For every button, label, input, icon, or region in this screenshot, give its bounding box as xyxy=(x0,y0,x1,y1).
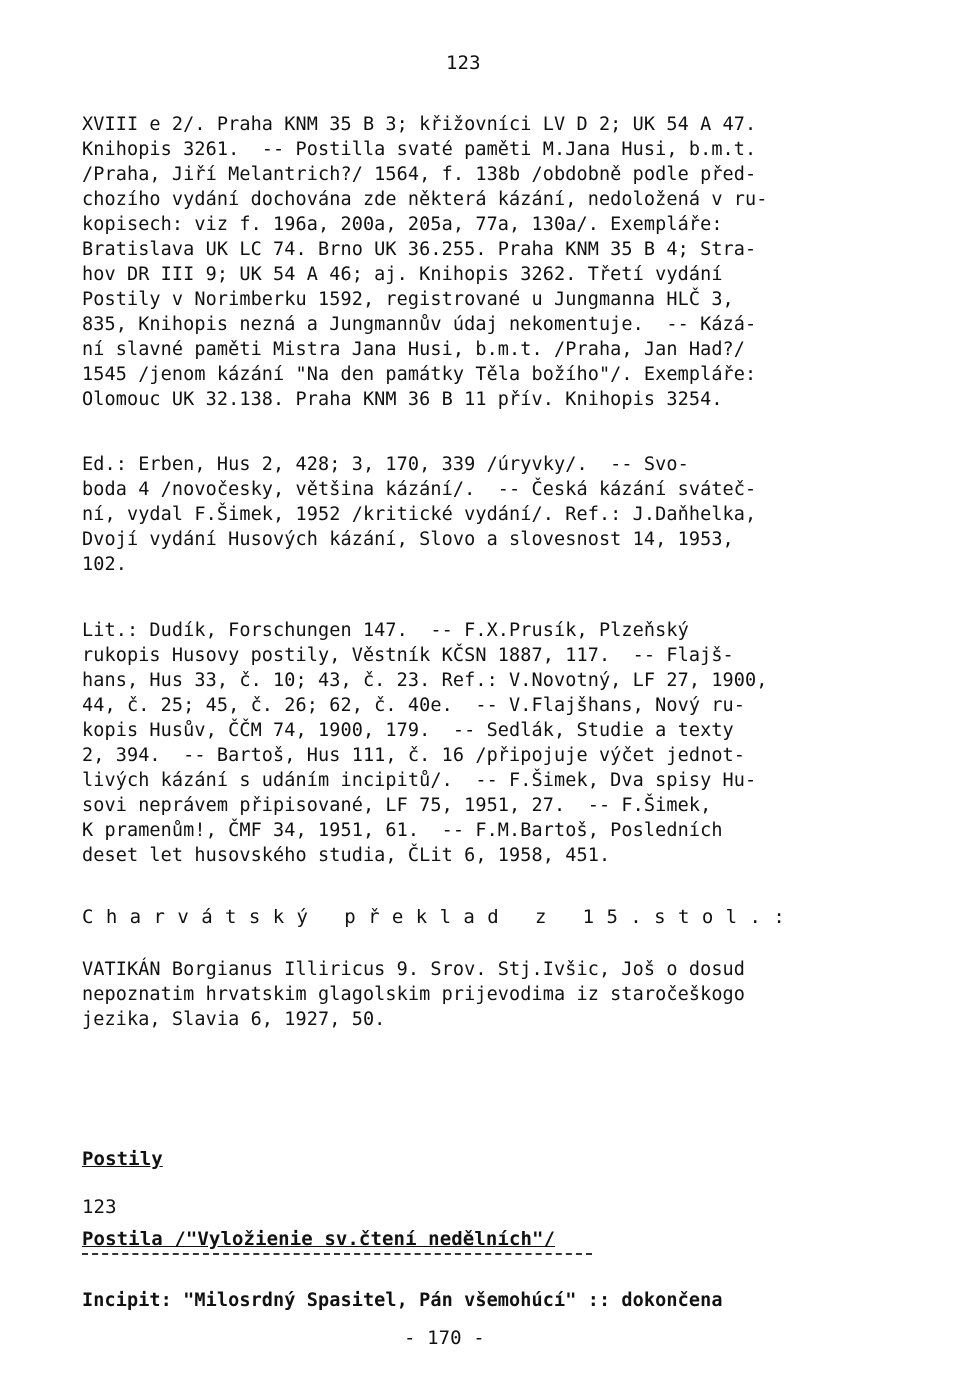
text-line: 1545 /jenom kázání "Na den památky Těla božího"/. Exempláře: xyxy=(82,364,757,385)
section-heading-postily: Postily xyxy=(82,1148,163,1170)
text-line: deset let husovského studia, ČLit 6, 1958, 451. xyxy=(82,845,611,866)
page-number-top: 123 xyxy=(446,52,481,74)
text-line: chozího vydání dochována zde některá kázání, nedoložená v ru- xyxy=(82,189,768,210)
text-line: Lit.: Dudík, Forschungen 147. -- F.X.Prusík, Plzeňský xyxy=(82,620,689,641)
spaced-heading-croatian-translation: Charvátský překlad z 15.stol.: xyxy=(82,906,798,928)
text-line: Olomouc UK 32.138. Praha KNM 36 B 11 přív. Knihopis 3254. xyxy=(82,389,723,410)
entry-number: 123 xyxy=(82,1196,117,1218)
text-line: Postily v Norimberku 1592, registrované u Jungmanna HLČ 3, xyxy=(82,289,734,310)
text-line: Dvojí vydání Husových kázání, Slovo a slovesnost 14, 1953, xyxy=(82,529,734,550)
text-line: K pramenům!, ČMF 34, 1951, 61. -- F.M.Bartoš, Posledních xyxy=(82,820,723,841)
text-line: kopis Husův, ČČM 74, 1900, 179. -- Sedlák, Studie a texty xyxy=(82,720,734,741)
text-line: /Praha, Jiří Melantrich?/ 1564, f. 138b /obdobně podle před- xyxy=(82,164,757,185)
text-line: 44, č. 25; 45, č. 26; 62, č. 40e. -- V.Flajšhans, Nový ru- xyxy=(82,695,746,716)
entry-title: Postila /"Vyložienie sv.čtení nedělních"/ xyxy=(82,1228,556,1250)
text-line: Bratislava UK LC 74. Brno UK 36.255. Praha KNM 35 B 4; Stra- xyxy=(82,239,757,260)
incipit-line: Incipit: "Milosrdný Spasitel, Pán všemohúcí" :: dokončena xyxy=(82,1290,723,1311)
text-line: VATIKÁN Borgianus Illiricus 9. Srov. Stj.Ivšic, Još o dosud xyxy=(82,959,746,980)
page-number-bottom: - 170 - xyxy=(404,1327,485,1349)
text-line: XVIII e 2/. Praha KNM 35 B 3; křižovníci LV D 2; UK 54 A 47. xyxy=(82,114,757,135)
text-line: rukopis Husovy postily, Věstník KČSN 1887, 117. -- Flajš- xyxy=(82,645,734,666)
text-line: kopisech: viz f. 196a, 200a, 205a, 77a, 130a/. Exempláře: xyxy=(82,214,723,235)
paragraph-lit xyxy=(82,618,882,868)
text-line: sovi neprávem připisované, LF 75, 1951, 27. -- F.Šimek, xyxy=(82,795,712,816)
text-line: 2, 394. -- Bartoš, Hus 111, č. 16 /připojuje výčet jednot- xyxy=(82,745,746,766)
dashed-underline xyxy=(82,1253,592,1255)
text-line: Knihopis 3261. -- Postilla svaté paměti M.Jana Husi, b.m.t. xyxy=(82,139,757,160)
text-line: hov DR III 9; UK 54 A 46; aj. Knihopis 3262. Třetí vydání xyxy=(82,264,723,285)
text-line: ní slavné paměti Mistra Jana Husi, b.m.t. /Praha, Jan Had?/ xyxy=(82,339,746,360)
paragraph-editions xyxy=(82,112,882,412)
text-line: ní, vydal F.Šimek, 1952 /kritické vydání/. Ref.: J.Daňhelka, xyxy=(82,504,757,525)
text-line: boda 4 /novočesky, většina kázání/. -- Česká kázání sváteč- xyxy=(82,479,757,500)
text-line: hans, Hus 33, č. 10; 43, č. 23. Ref.: V.Novotný, LF 27, 1900, xyxy=(82,670,768,691)
text-line: nepoznatim hrvatskim glagolskim prijevodima iz staročeškogo xyxy=(82,984,746,1005)
text-line: Ed.: Erben, Hus 2, 428; 3, 170, 339 /úryvky/. -- Svo- xyxy=(82,454,689,475)
paragraph-vatican xyxy=(82,957,882,1032)
paragraph-ed xyxy=(82,452,882,577)
text-line: 835, Knihopis nezná a Jungmannův údaj nekomentuje. -- Kázá- xyxy=(82,314,757,335)
text-line: 102. xyxy=(82,554,127,575)
text-line: jezika, Slavia 6, 1927, 50. xyxy=(82,1009,386,1030)
text-line: livých kázání s udáním incipitů/. -- F.Šimek, Dva spisy Hu- xyxy=(82,770,757,791)
